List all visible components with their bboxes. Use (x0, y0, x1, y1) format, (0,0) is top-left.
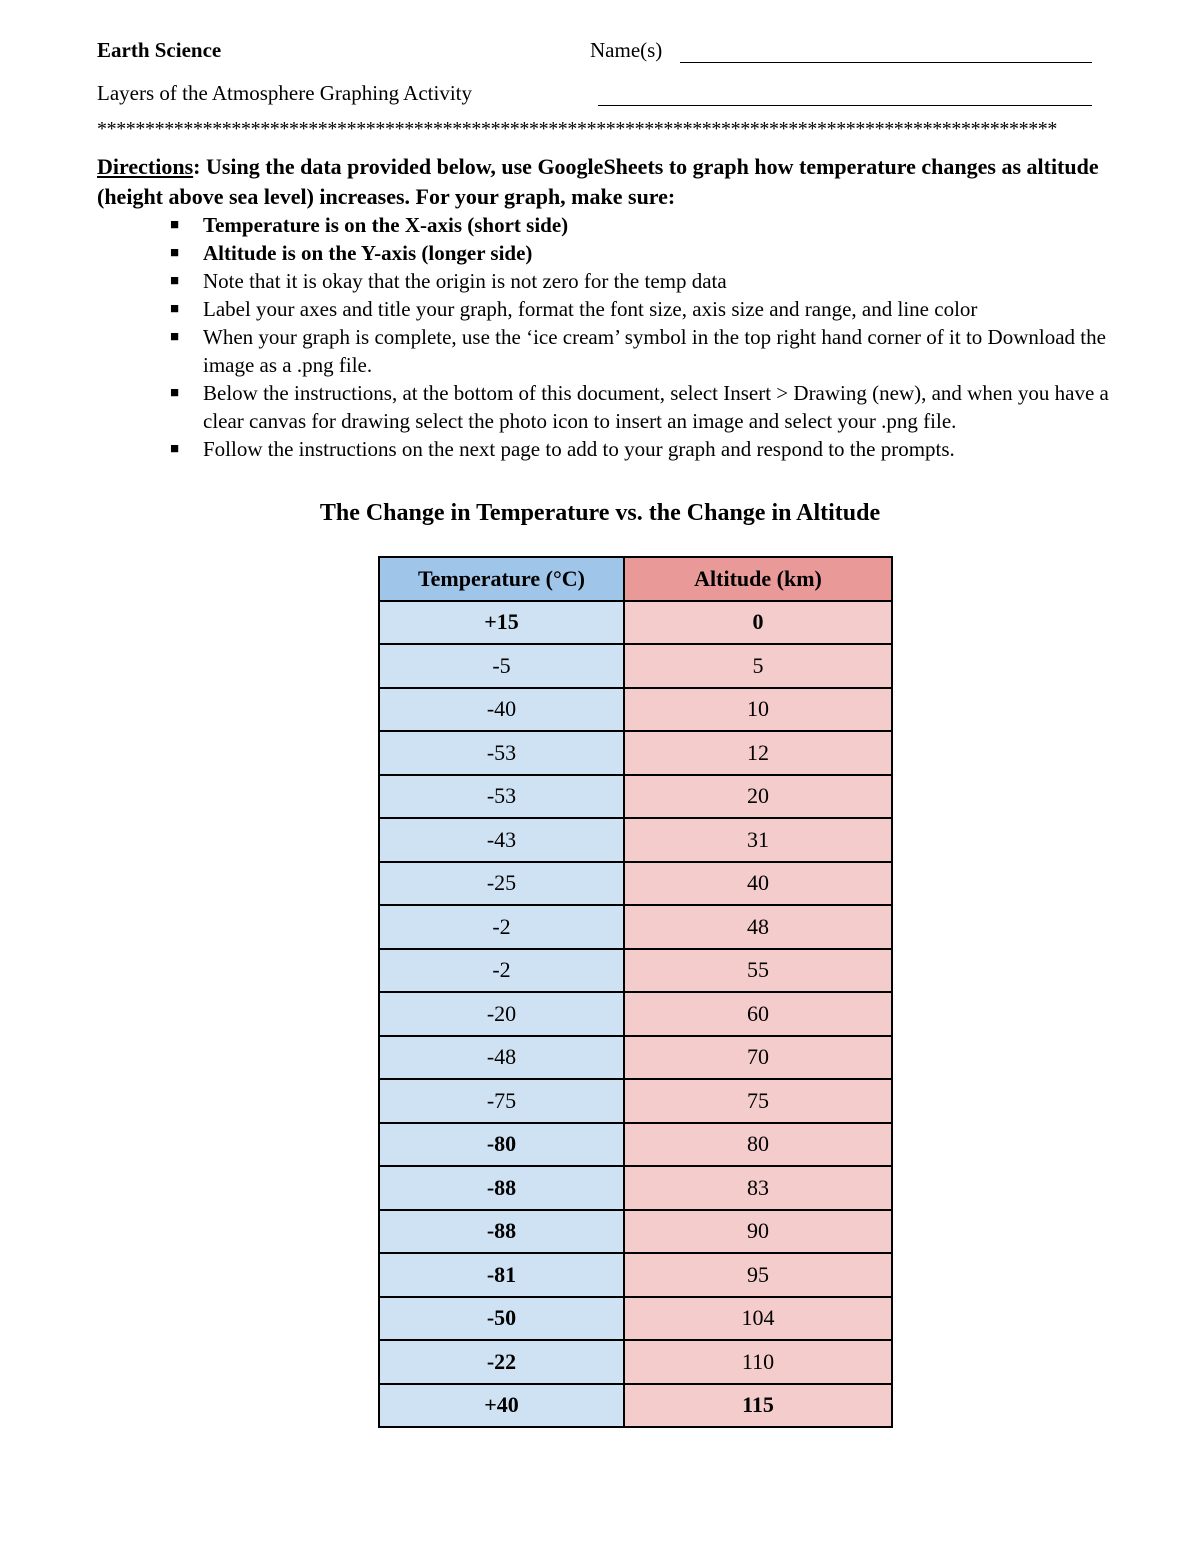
list-item: ■ Note that it is okay that the origin is not zero for the temp data (170, 269, 727, 293)
table-row (379, 775, 892, 819)
bullet-icon: ■ (170, 273, 180, 289)
altitude-cell: 12 (624, 731, 892, 775)
altitude-header: Altitude (km) (624, 557, 892, 601)
directions-text: : Using the data provided below, use GoogleSheets to graph how temperature changes as altitude (height above sea level) increases. For your graph, make sure: (97, 154, 1099, 209)
data-table (378, 556, 893, 1428)
temperature-cell: -40 (379, 688, 624, 732)
table-row (379, 818, 892, 862)
instructions-list (0, 211, 1110, 463)
bullet-icon: ■ (170, 301, 180, 317)
list-item: ■ Below the instructions, at the bottom of this document, select Insert > Drawing (new), and when you have a clear canvas for drawing select the photo icon to insert an image and select your .png file. (170, 381, 1109, 433)
table-row (379, 601, 892, 645)
table-row (379, 905, 892, 949)
bullet-icon: ■ (170, 245, 180, 261)
list-item: ■ Follow the instructions on the next page to add to your graph and respond to the prompts. (170, 437, 955, 461)
bullet-icon: ■ (170, 441, 180, 457)
altitude-cell: 31 (624, 818, 892, 862)
temperature-cell: -81 (379, 1253, 624, 1297)
list-item: ■ Label your axes and title your graph, format the font size, axis size and range, and line color (170, 297, 978, 321)
bullet-icon: ■ (170, 329, 180, 345)
altitude-cell: 55 (624, 949, 892, 993)
name-field-line[interactable] (680, 38, 1092, 63)
altitude-cell: 0 (624, 601, 892, 645)
separator-stars: **************************************************************************************************** (97, 118, 1058, 140)
table-row (379, 1384, 892, 1428)
table-row (379, 644, 892, 688)
altitude-cell: 70 (624, 1036, 892, 1080)
table-row (379, 1340, 892, 1384)
table-row (379, 1079, 892, 1123)
altitude-cell: 60 (624, 992, 892, 1036)
table-row (379, 1297, 892, 1341)
altitude-cell: 90 (624, 1210, 892, 1254)
list-item: ■ When your graph is complete, use the ‘ice cream’ symbol in the top right hand corner of it to Download the image as a .png file. (170, 325, 1106, 377)
table-header-row (379, 557, 892, 601)
temperature-cell: -88 (379, 1166, 624, 1210)
temperature-cell: -25 (379, 862, 624, 906)
altitude-cell: 48 (624, 905, 892, 949)
list-item: ■ Altitude is on the Y-axis (longer side) (170, 241, 533, 265)
temperature-header: Temperature (°C) (379, 557, 624, 601)
temperature-cell: -53 (379, 775, 624, 819)
temperature-cell: -2 (379, 905, 624, 949)
temperature-cell: -43 (379, 818, 624, 862)
list-item: ■ Temperature is on the X-axis (short side) (170, 213, 569, 237)
temperature-cell: -22 (379, 1340, 624, 1384)
altitude-cell: 5 (624, 644, 892, 688)
temperature-cell: -80 (379, 1123, 624, 1167)
directions-label: Directions (97, 154, 194, 179)
altitude-cell: 83 (624, 1166, 892, 1210)
table-row (379, 992, 892, 1036)
temperature-cell: -88 (379, 1210, 624, 1254)
altitude-cell: 104 (624, 1297, 892, 1341)
table-row (379, 688, 892, 732)
altitude-cell: 10 (624, 688, 892, 732)
directions (97, 152, 1102, 212)
name-label: Name(s) (590, 38, 663, 62)
altitude-cell: 75 (624, 1079, 892, 1123)
table-row (379, 949, 892, 993)
name-field-line-2[interactable] (598, 81, 1092, 106)
bullet-icon: ■ (170, 385, 180, 401)
table-title: The Change in Temperature vs. the Change in Altitude (319, 500, 881, 526)
table-row (379, 1210, 892, 1254)
table-row (379, 731, 892, 775)
temperature-cell: -53 (379, 731, 624, 775)
altitude-cell: 40 (624, 862, 892, 906)
altitude-cell: 20 (624, 775, 892, 819)
table-row (379, 1253, 892, 1297)
temperature-cell: -50 (379, 1297, 624, 1341)
temperature-cell: -75 (379, 1079, 624, 1123)
temperature-cell: +15 (379, 601, 624, 645)
table-row (379, 1166, 892, 1210)
course-title: Earth Science (97, 38, 222, 62)
table-row (379, 1123, 892, 1167)
altitude-cell: 110 (624, 1340, 892, 1384)
table-row (379, 862, 892, 906)
temperature-cell: -48 (379, 1036, 624, 1080)
altitude-cell: 115 (624, 1384, 892, 1428)
temperature-cell: -5 (379, 644, 624, 688)
temperature-cell: -20 (379, 992, 624, 1036)
temperature-cell: -2 (379, 949, 624, 993)
table-row (379, 1036, 892, 1080)
altitude-cell: 80 (624, 1123, 892, 1167)
temperature-cell: +40 (379, 1384, 624, 1428)
altitude-cell: 95 (624, 1253, 892, 1297)
activity-title: Layers of the Atmosphere Graphing Activity (97, 81, 472, 105)
bullet-icon: ■ (170, 217, 180, 233)
